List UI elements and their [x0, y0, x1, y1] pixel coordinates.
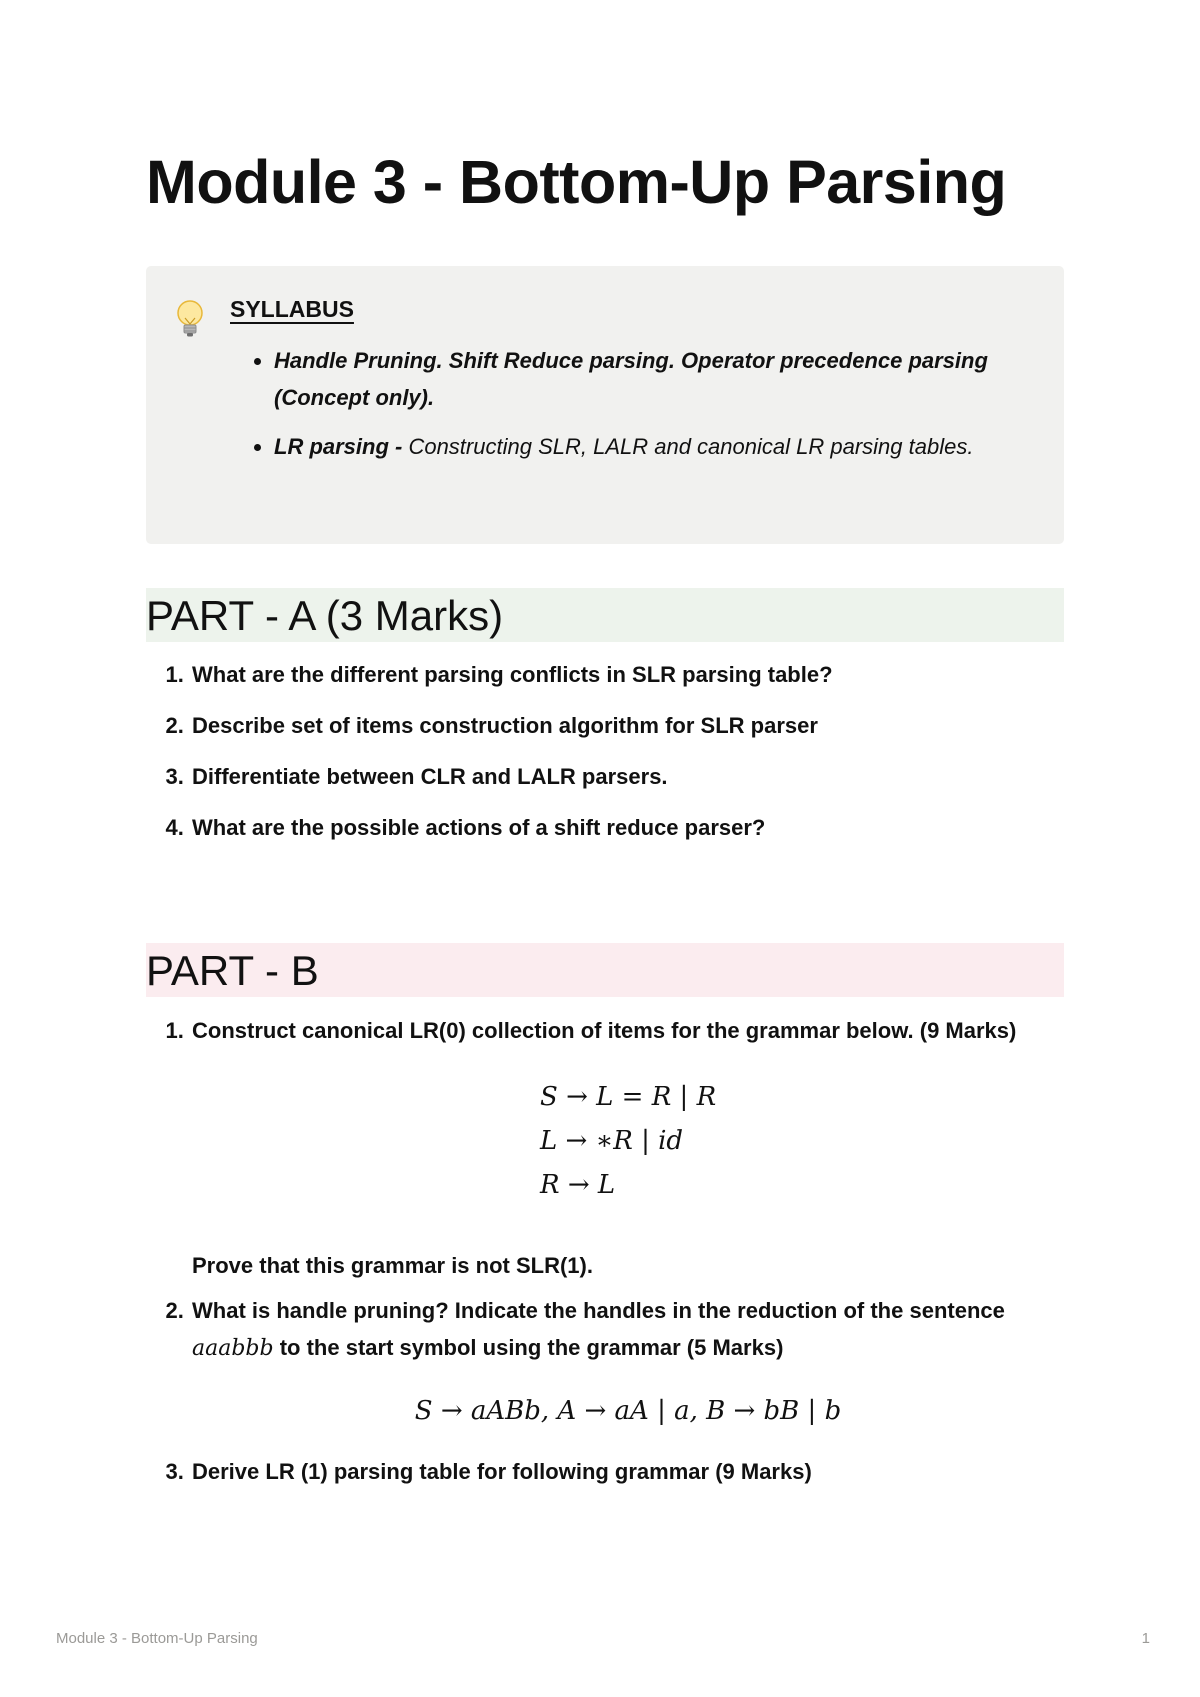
question-item: 2. Describe set of items construction algorithm for SLR parser [190, 707, 1064, 744]
question-item [190, 1012, 1064, 1284]
question-text: Construct canonical LR(0) collection of items for the grammar below. (9 Marks) [192, 1018, 1017, 1043]
part-a-question-list [146, 656, 1064, 860]
part-b-heading: PART - B [146, 943, 1064, 997]
grammar-rule: S → L = R | R [540, 1082, 717, 1112]
footer-title: Module 3 - Bottom-Up Parsing [56, 1630, 258, 1647]
lightbulb-icon [174, 298, 206, 340]
syllabus-list [230, 342, 1014, 477]
math-sentence: aaabbb [192, 1336, 274, 1361]
syllabus-item: • LR parsing - Constructing SLR, LALR and canonical LR parsing tables. [274, 428, 1014, 465]
grammar-inline: S → aABb, A → aA | a, B → bB | b [414, 1396, 842, 1426]
page-title: Module 3 - Bottom-Up Parsing [146, 148, 1007, 216]
page-number: 1 [1141, 1630, 1150, 1647]
question-item: 1. What are the different parsing conflicts in SLR parsing table? [190, 656, 1064, 693]
syllabus-heading: SYLLABUS [230, 296, 354, 322]
syllabus-item: • Handle Pruning. Shift Reduce parsing. Operator precedence parsing (Concept only). [274, 342, 1014, 416]
question-item: 4. What are the possible actions of a shift reduce parser? [190, 809, 1064, 846]
question-item: 3. Derive LR (1) parsing table for following grammar (9 Marks) [190, 1453, 1064, 1490]
grammar-rule: R → L [540, 1170, 616, 1200]
part-a-heading: PART - A (3 Marks) [146, 588, 1064, 642]
syllabus-callout [146, 266, 1064, 544]
part-b-question-list [146, 1012, 1064, 1490]
grammar-rule: L → ∗R | id [540, 1126, 684, 1156]
question-followup: Prove that this grammar is not SLR(1). [192, 1253, 593, 1278]
question-item: 3. Differentiate between CLR and LALR parsers. [190, 758, 1064, 795]
grammar-block [192, 1075, 1064, 1207]
question-item: 2. What is handle pruning? Indicate the handles in the reduction of the sentence aaabbb to the start symbol using the grammar (5 Marks) S → aABb, A → aA | a, B → bB | b [190, 1292, 1064, 1433]
